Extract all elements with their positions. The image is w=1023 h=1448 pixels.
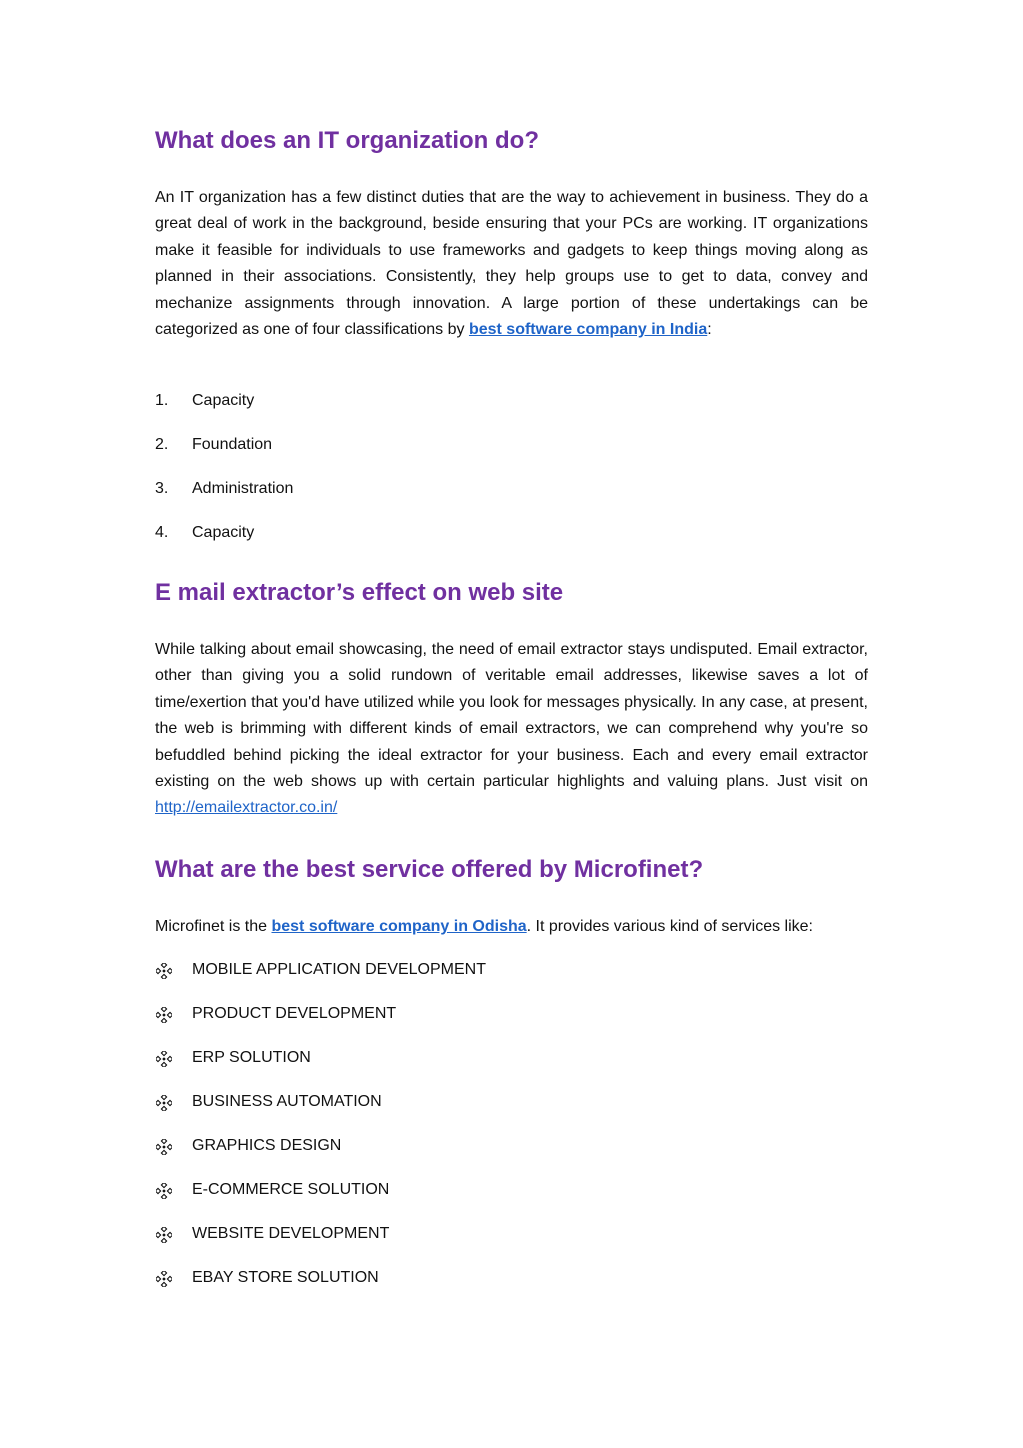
paragraph-email-extractor — [155, 637, 868, 822]
heading-microfinet-services: What are the best service offered by Microfinet? — [155, 856, 704, 883]
list-number: 3. — [155, 480, 169, 497]
paragraph-it-organization — [155, 185, 868, 343]
paragraph-email-extractor-text: While talking about email showcasing, the need of email extractor stays undisputed. Email extractor, other than giving you a solid rundown of veritable email addresses, likewise saves a lot of time/exertion that you'd have utilized while you look for messages physically. In any case, at present, the web is brimming with different kinds of email extractors, we can comprehend why you're so befuddled behind picking the ideal extractor for your business. Each and every email extractor existing on the web shows up with certain particular highlights and valuing plans. Just visit on — [155, 641, 868, 791]
diamond-bullet-icon — [156, 1051, 172, 1067]
service-item-text: GRAPHICS DESIGN — [192, 1137, 342, 1154]
list-item-text: Foundation — [192, 436, 273, 453]
list-number: 1. — [155, 392, 169, 409]
diamond-bullet-icon — [156, 1271, 172, 1287]
intro-start-text: Microfinet is the — [155, 918, 272, 935]
service-item-text: PRODUCT DEVELOPMENT — [192, 1005, 397, 1022]
service-item-text: ERP SOLUTION — [192, 1049, 311, 1066]
list-number: 2. — [155, 436, 169, 453]
service-item-text: EBAY STORE SOLUTION — [192, 1269, 379, 1286]
diamond-bullet-icon — [156, 1139, 172, 1155]
link-best-software-company-india[interactable]: best software company in India — [468, 321, 708, 339]
heading-it-organization: What does an IT organization do? — [155, 127, 539, 154]
list-item-text: Capacity — [192, 524, 255, 541]
paragraph-microfinet-intro — [155, 914, 868, 940]
heading-email-extractor: E mail extractor’s effect on web site — [155, 579, 564, 606]
paragraph-it-organization-text: An IT organization has a few distinct duties that are the way to achievement in business. They do a great deal of work in the background, beside ensuring that your PCs are working. IT organizations make it feasible for individuals to use frameworks and gadgets to keep things moving along as planned in their associations. Consistently, they help groups use to get to data, convey and mechanize assignments through innovation. A large portion of these undertakings can be categorized as one of four classifications by — [155, 189, 868, 339]
service-item-text: BUSINESS AUTOMATION — [192, 1093, 382, 1110]
service-item-text: E-COMMERCE SOLUTION — [192, 1181, 390, 1198]
diamond-bullet-icon — [156, 1095, 172, 1111]
list-number: 4. — [155, 524, 169, 541]
paragraph-it-organization-end: : — [707, 321, 712, 339]
link-best-software-company-odisha[interactable]: best software company in Odisha — [271, 918, 527, 935]
service-item-text: WEBSITE DEVELOPMENT — [192, 1225, 390, 1242]
diamond-bullet-icon — [156, 1227, 172, 1243]
diamond-bullet-icon — [156, 1183, 172, 1199]
list-item-text: Administration — [192, 480, 294, 497]
diamond-bullet-icon — [156, 1007, 172, 1023]
diamond-bullet-icon — [156, 963, 172, 979]
link-emailextractor[interactable]: http://emailextractor.co.in/ — [155, 799, 338, 817]
list-item-text: Capacity — [192, 392, 255, 409]
service-item-text: MOBILE APPLICATION DEVELOPMENT — [192, 961, 486, 978]
intro-end-text: . It provides various kind of services like: — [526, 918, 813, 935]
